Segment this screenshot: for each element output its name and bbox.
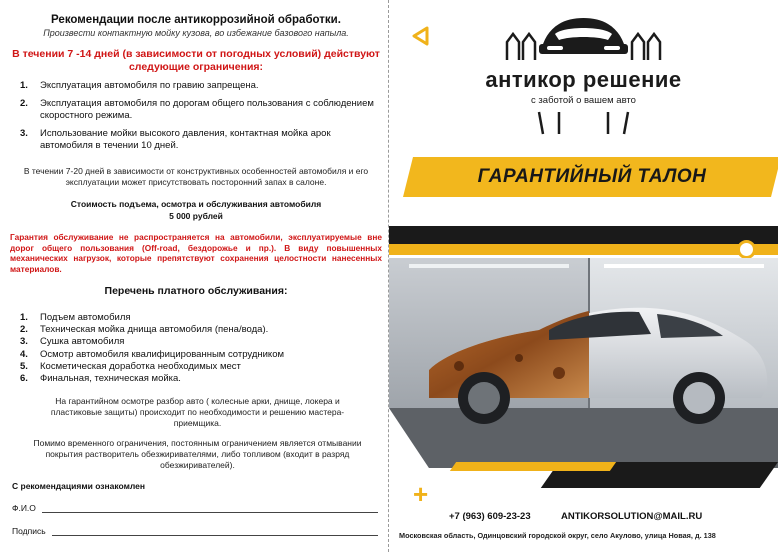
list-item — [20, 98, 375, 122]
name-line[interactable] — [42, 504, 378, 513]
inspection-note: На гарантийном осмотре разбор авто ( колесные арки, днище, локера и пластиковые защиты) происходит по необходимости и решению мастера-приемщика. — [50, 396, 345, 428]
list-text: Осмотр автомобиля квалифицированным сотрудником — [40, 348, 285, 360]
recommendations-subtitle: Произвести контактную мойку кузова, во избежание базового напыла. — [43, 28, 349, 38]
restriction-warning: В течении 7 -14 дней (в зависимости от погодных условий) действуют следующие ограничения: — [12, 48, 380, 73]
cover-panel — [389, 0, 778, 552]
gold-stripe — [389, 244, 778, 255]
signature-field[interactable] — [12, 526, 378, 536]
signature-line[interactable] — [52, 527, 378, 536]
circle-icon — [737, 240, 756, 259]
list-text: Эксплуатация автомобиля по дорогам общего пользования с соблюдением скоростного режима. — [40, 98, 374, 121]
list-number: 1. — [20, 80, 28, 91]
list-number: 1. — [20, 312, 28, 323]
list-text: Косметическая доработка необходимых мест — [40, 360, 241, 372]
list-number: 4. — [20, 348, 28, 360]
list-item — [20, 80, 375, 92]
guarantee-note: Гарантия обслуживание не распространяется на автомобили, эксплуатируемые вне дорог общего пользования (Off-road, бездорожье и пр.). В виду повышенных механических нагрузок, которые препятствуют сохранения целостности нанесенных материалов. — [10, 232, 382, 274]
list-text: Сушка автомобиля — [40, 336, 125, 348]
acknowledgement-label: С рекомендациями ознакомлен — [12, 481, 146, 491]
paid-services-title: Перечень платного обслуживания: — [104, 285, 288, 297]
restrictions-list — [20, 80, 375, 158]
contact-phone[interactable]: +7 (963) 609-23-23 — [449, 511, 531, 522]
list-number: 3. — [20, 128, 28, 139]
smell-note: В течении 7-20 дней в зависимости от конструктивных особенностей автомобиля и его эксплуатации может присутствовать посторонний запах в салоне. — [23, 166, 369, 187]
dark-stripe — [389, 226, 778, 244]
list-item — [20, 128, 375, 152]
list-text: Подъем автомобиля — [40, 312, 131, 323]
car-photo — [389, 258, 778, 468]
list-item — [20, 312, 375, 324]
cost-value: 5 000 рублей — [169, 211, 223, 221]
list-item — [20, 349, 375, 361]
recommendations-title: Рекомендации после антикоррозийной обработки. — [51, 14, 341, 26]
warranty-banner: ГАРАНТИЙНЫЙ ТАЛОН — [477, 166, 707, 187]
list-number: 3. — [20, 336, 28, 348]
restriction-note: Помимо временного ограничения, постоянным ограничением является отмывании покрытия растворитель обезжиривателями, либо топливом (входит в разряд обезжиривателей). — [33, 438, 362, 470]
list-number: 6. — [20, 373, 28, 385]
list-item — [20, 361, 375, 373]
list-item — [20, 324, 375, 336]
plus-icon: + — [413, 479, 429, 509]
list-item — [20, 373, 375, 385]
list-text: Эксплуатация автомобиля по гравию запрещена. — [40, 80, 259, 91]
list-number: 2. — [20, 324, 28, 336]
recommendations-panel — [0, 0, 388, 552]
list-item — [20, 336, 375, 348]
cost-label: Стоимость подъема, осмотра и обслуживания автомобиля — [70, 199, 322, 209]
paid-services-list — [20, 312, 375, 385]
list-number: 2. — [20, 98, 28, 109]
signature-label: Подпись — [12, 526, 46, 536]
list-text: Финальная, техническая мойка. — [40, 373, 181, 385]
brand-slogan: с заботой о вашем авто — [531, 95, 636, 106]
contact-address: Московская область, Одинцовский городской округ, село Акулово, улица Новая, д. 138 — [399, 531, 716, 540]
name-field[interactable] — [12, 503, 378, 513]
list-number: 5. — [20, 360, 28, 372]
contact-email[interactable]: ANTIKORSOLUTION@MAIL.RU — [561, 511, 703, 522]
name-label: Ф.И.О — [12, 503, 36, 513]
brand-name: антикор решение — [485, 67, 682, 92]
gold-accent-bar — [450, 462, 616, 471]
logo — [389, 0, 778, 140]
list-text: Использование мойки высокого давления, контактная мойка арок автомобиля в течении 10 дней. — [40, 128, 331, 151]
list-text: Техническая мойка днища автомобиля (пена/вода). — [40, 324, 269, 336]
